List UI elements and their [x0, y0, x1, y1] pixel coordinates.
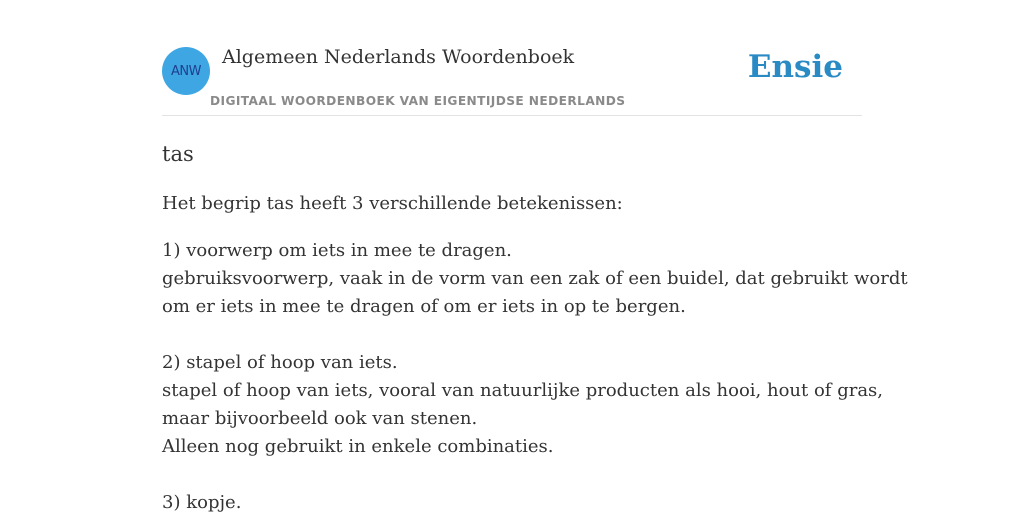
ensie-brand-logo[interactable]: Ensie [747, 49, 843, 85]
sense-definition-line: om er iets in mee te dragen of om er iets in op te bergen. [162, 296, 686, 317]
entry-content [162, 138, 908, 512]
entry-word: tas [162, 142, 194, 166]
sense-definition-line: maar bijvoorbeeld ook van stenen. [162, 408, 478, 429]
sense-list [162, 237, 908, 512]
sense-definition-line: gebruiksvoorwerp, vaak in de vorm van een zak of een buidel, dat gebruikt wordt [162, 268, 908, 289]
site-title[interactable]: Algemeen Nederlands Woordenboek [222, 46, 575, 68]
entry-intro: Het begrip tas heeft 3 verschillende betekenissen: [162, 193, 623, 214]
sense-heading: 2) stapel of hoop van iets. [162, 352, 398, 373]
anw-logo[interactable] [162, 47, 210, 95]
sense-definition-line: stapel of hoop van iets, vooral van natuurlijke producten als hooi, hout of gras, [162, 380, 884, 401]
sense-item [162, 237, 908, 321]
sense-item [162, 489, 862, 512]
logo-text: ANW [171, 63, 201, 79]
sense-heading: 1) voorwerp om iets in mee te dragen. [162, 240, 512, 261]
site-subtitle: DIGITAAL WOORDENBOEK VAN EIGENTIJDSE NEDERLANDS [210, 94, 626, 108]
site-header [162, 0, 862, 116]
sense-heading: 3) kopje. [162, 492, 242, 512]
sense-item [162, 349, 884, 461]
sense-definition-line: Alleen nog gebruikt in enkele combinaties. [162, 436, 554, 457]
